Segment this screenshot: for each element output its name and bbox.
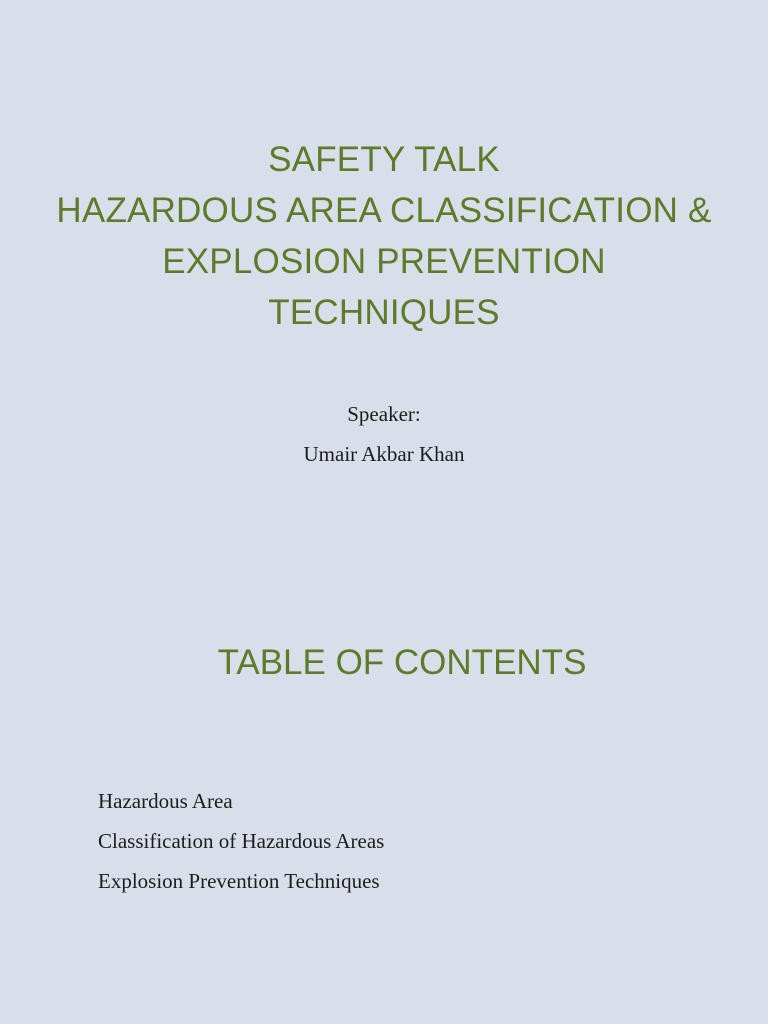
toc-item: Classification of Hazardous Areas: [98, 829, 385, 853]
toc-heading: TABLE OF CONTENTS: [217, 643, 587, 682]
toc-list: [98, 781, 384, 901]
speaker-info: [0, 394, 768, 474]
toc-item: Hazardous Area: [98, 789, 233, 813]
speaker-label: Speaker:: [347, 402, 421, 426]
title-line: EXPLOSION PREVENTION: [162, 242, 606, 281]
document-title: [0, 134, 768, 338]
speaker-name: Umair Akbar Khan: [303, 442, 465, 466]
title-line: SAFETY TALK: [268, 140, 500, 179]
title-line: HAZARDOUS AREA CLASSIFICATION &: [56, 191, 712, 230]
title-line: TECHNIQUES: [268, 293, 500, 332]
toc-item: Explosion Prevention Techniques: [98, 869, 380, 893]
